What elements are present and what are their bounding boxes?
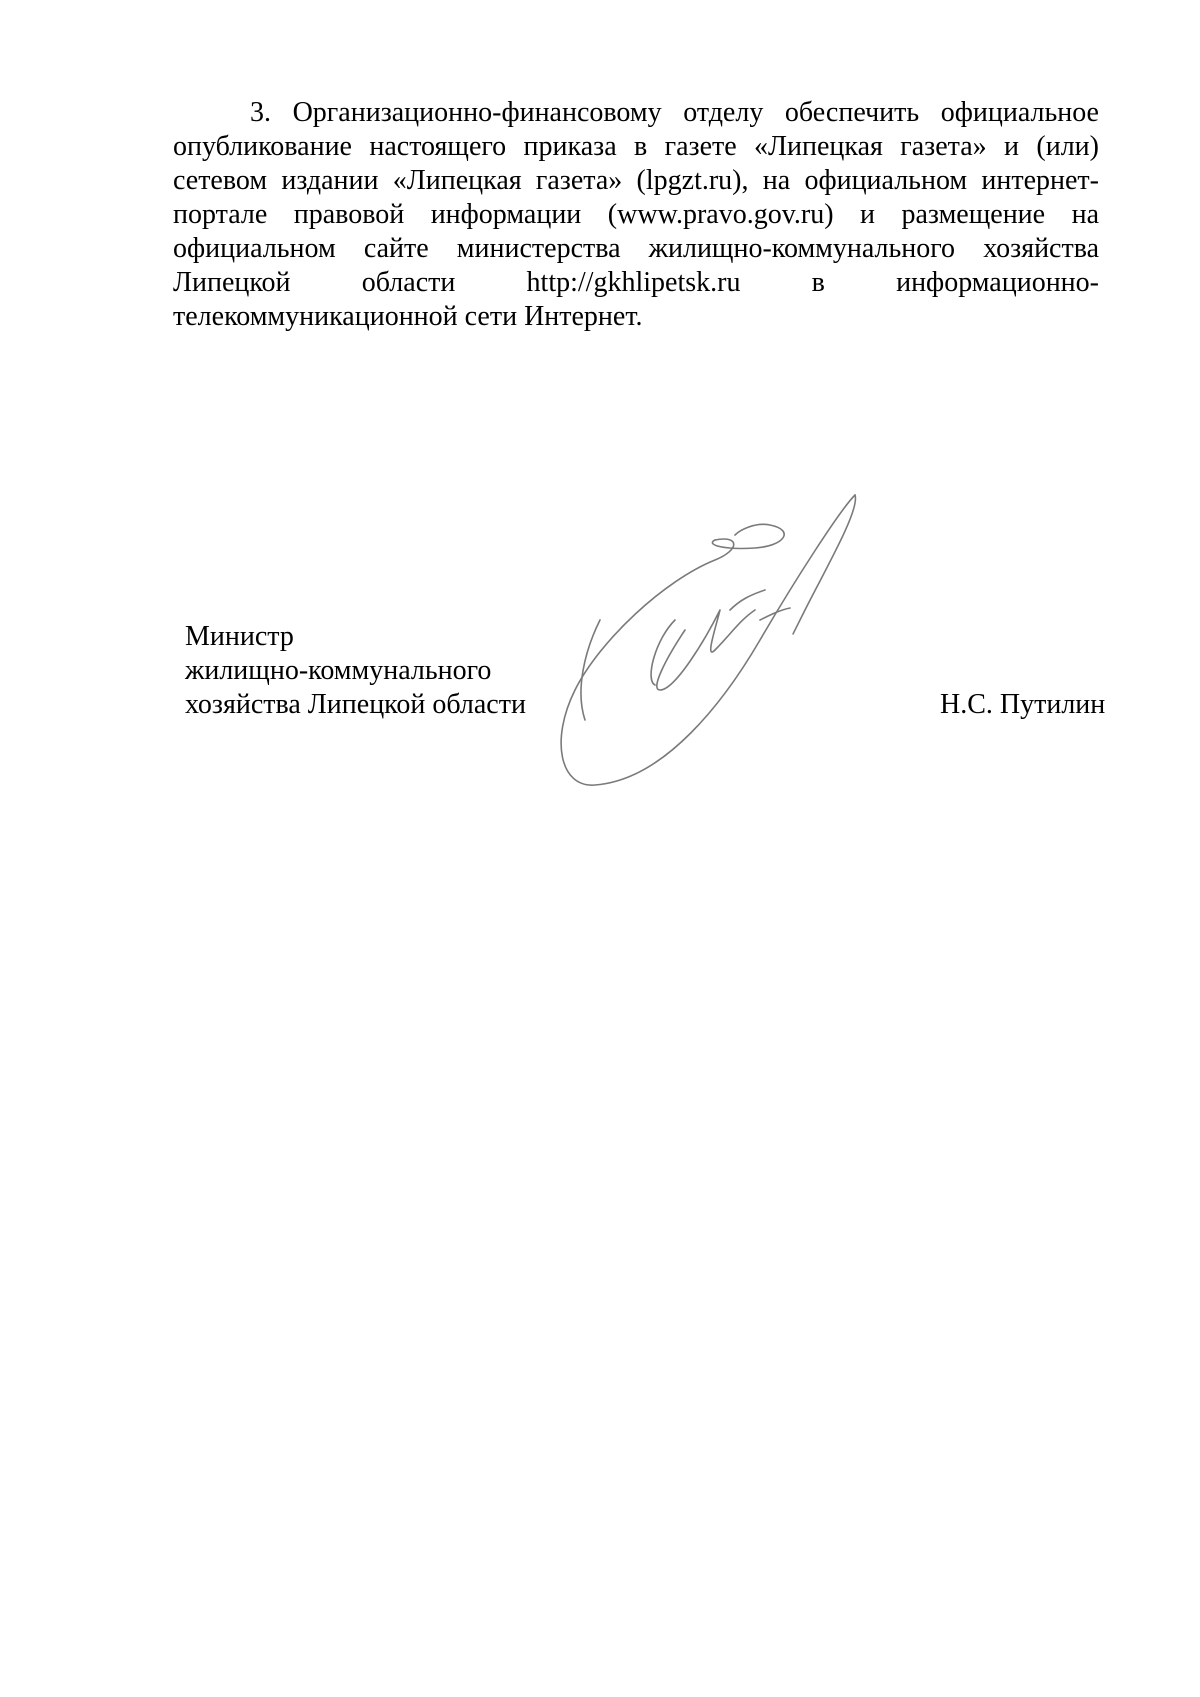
signatory-title-line-3: хозяйства Липецкой области xyxy=(185,689,526,720)
paragraph-item-3: 3. Организационно-финансовому отделу обеспечить официальное опубликование настоящего приказа в газете «Липецкая газета» и (или) сетевом издании «Липецкая газета» (lpgzt.ru), на официальном интернет-портале правовой информации (www.pravo.gov.ru) и размещение на официальном сайте министерства жилищно-коммунального хозяйства Липецкой области http://gkhlipetsk.ru в информационно-телекоммуникационной сети Интернет. xyxy=(173,97,1099,332)
signatory-title-line-2: жилищно-коммунального xyxy=(185,655,492,686)
signatory-title-line-1: Министр xyxy=(185,621,294,652)
signatory-name: Н.С. Путилин xyxy=(940,689,1106,720)
signatory-title xyxy=(185,620,526,722)
handwritten-signature-icon xyxy=(555,490,885,800)
